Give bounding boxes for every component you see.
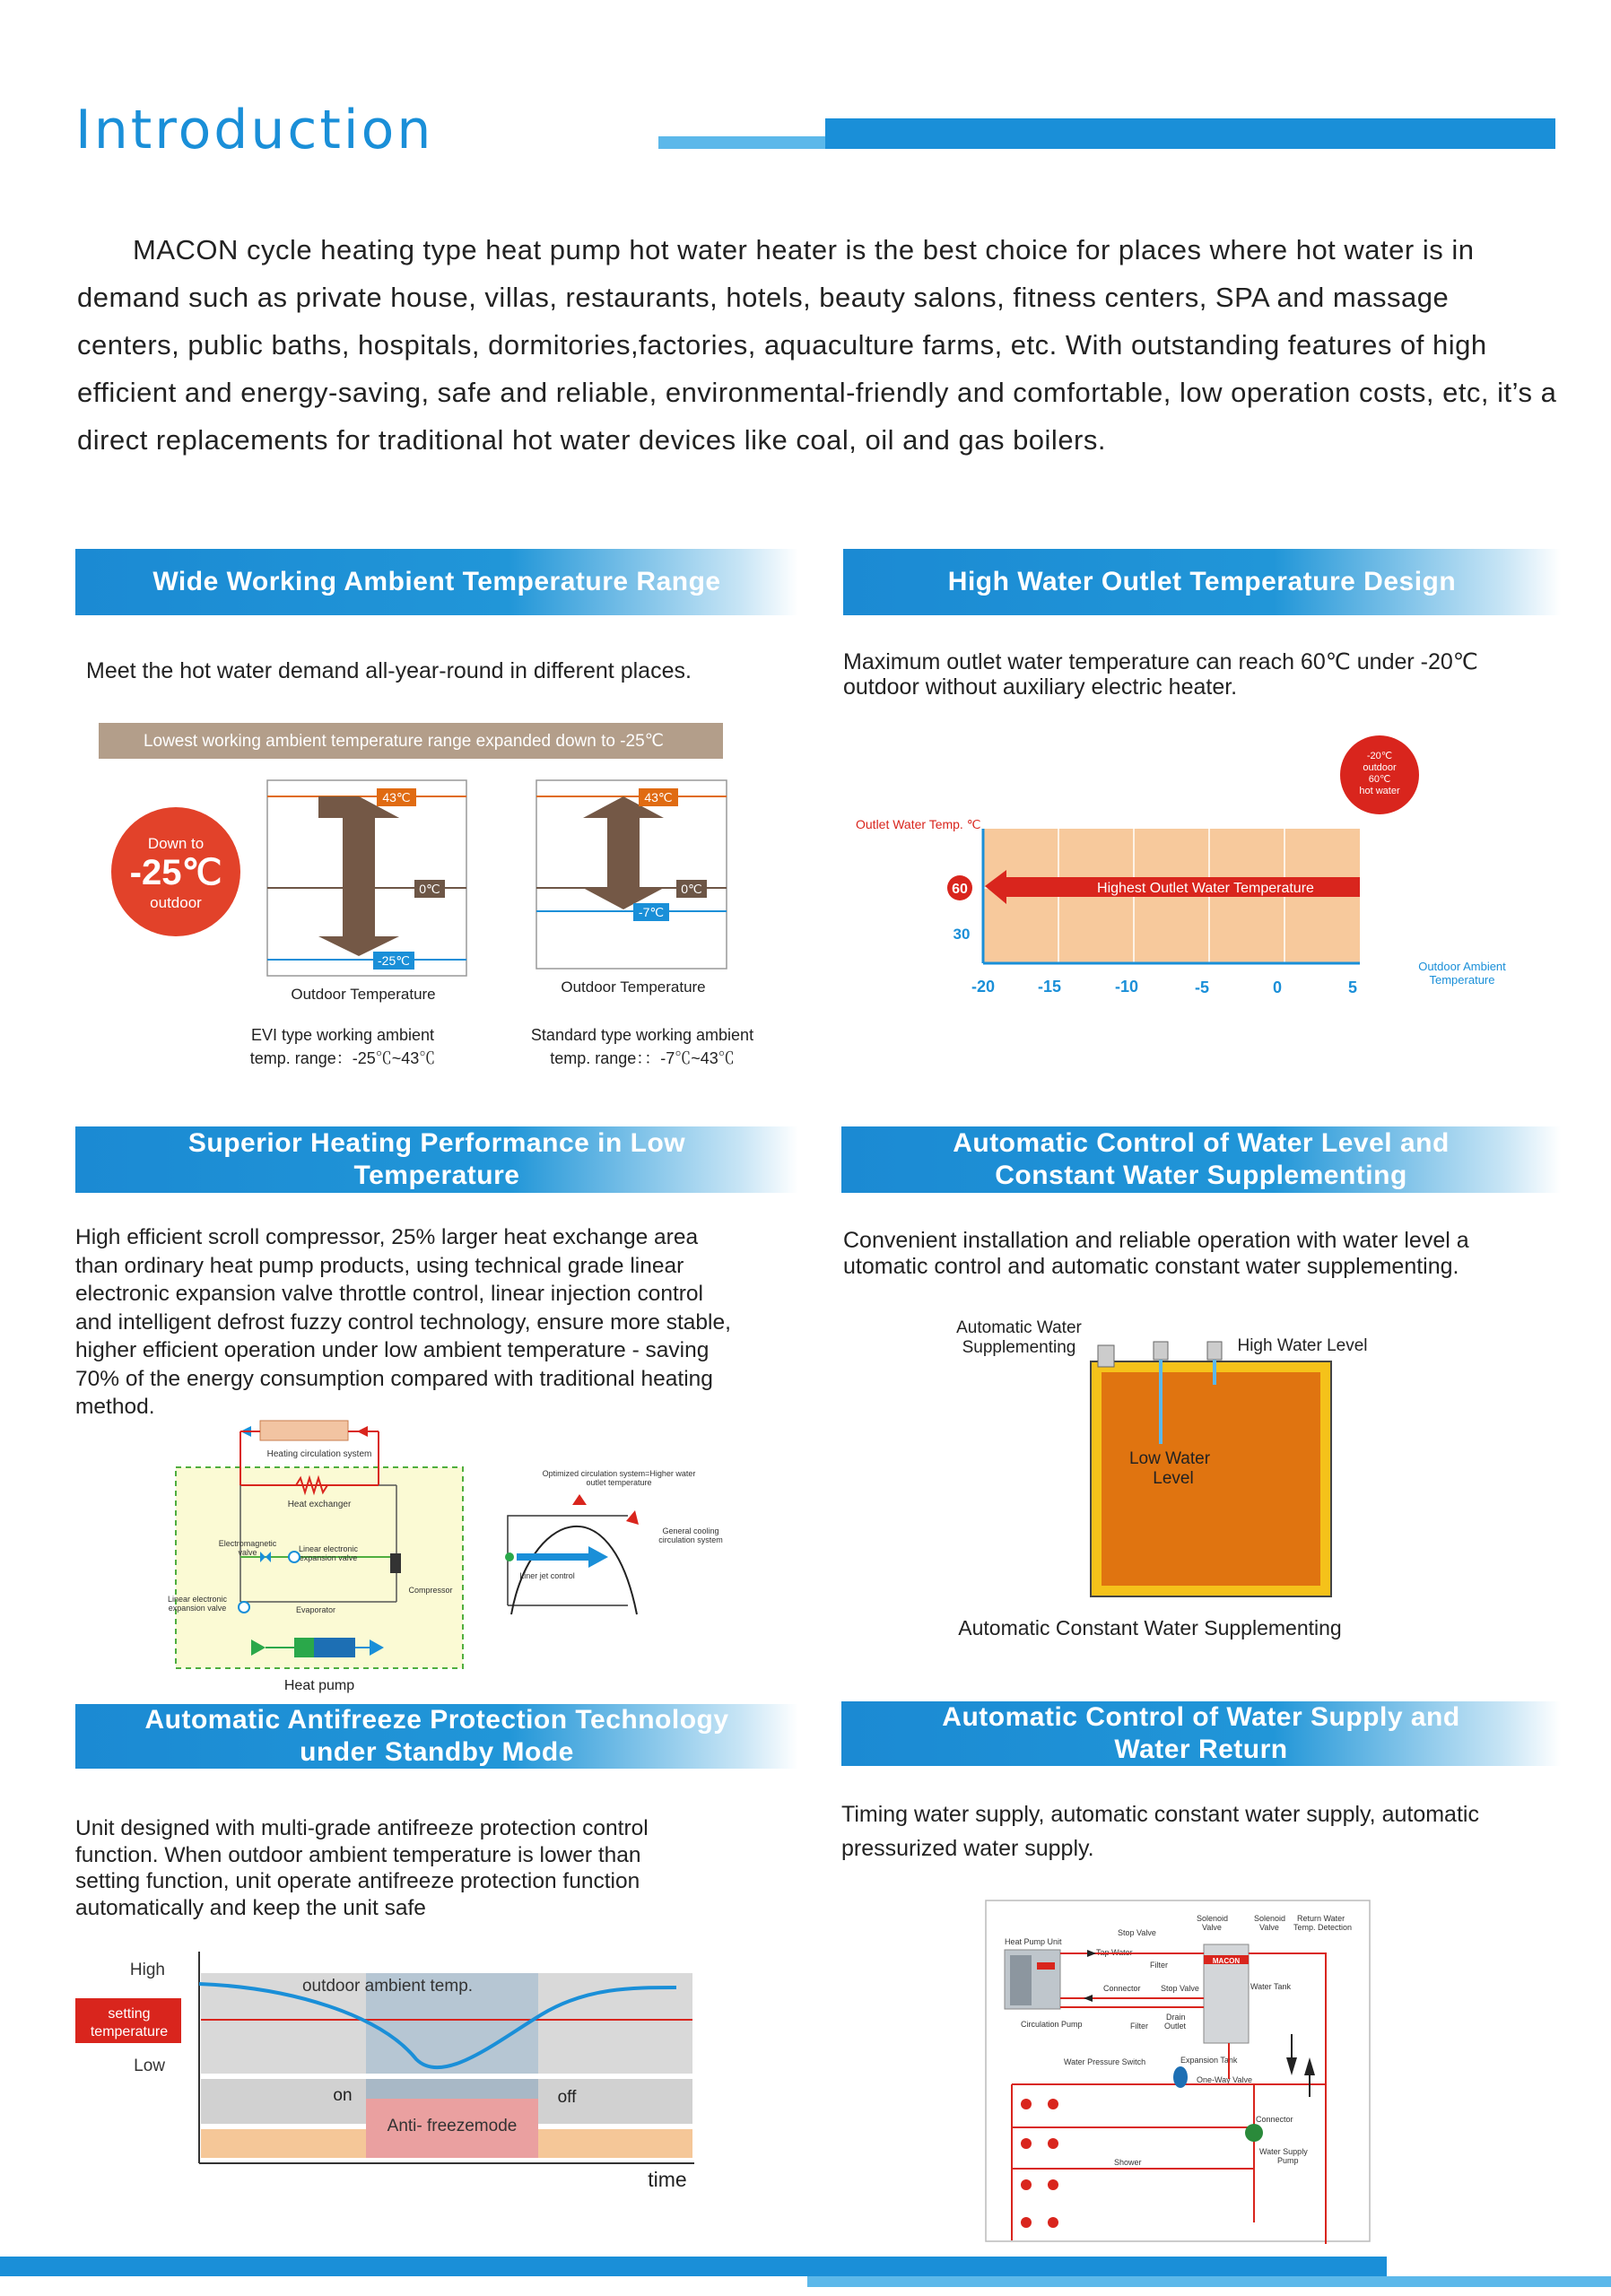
svg-text:time: time [648, 2168, 687, 2191]
water-supply-schematic [985, 1900, 1372, 2244]
svg-text:Expansion Tank: Expansion Tank [1180, 2056, 1238, 2065]
evi-range-chart [250, 780, 466, 1067]
x-tick: -15 [1037, 978, 1062, 996]
section-header-text: Automatic Control of Water Level and [953, 1128, 1450, 1158]
section-header-supply-return [841, 1701, 1561, 1766]
svg-text:Low: Low [134, 2057, 165, 2075]
section-desc-line2: pressurized water supply. [841, 1836, 1094, 1861]
section-desc-line2: outdoor without auxiliary electric heater. [843, 674, 1238, 700]
svg-text:Level: Level [1153, 1469, 1194, 1488]
svg-text:Shower: Shower [1114, 2158, 1142, 2167]
water-level-caption: Automatic Constant Water Supplementing [958, 1616, 1342, 1639]
svg-text:43℃: 43℃ [382, 790, 411, 804]
svg-text:expansion valve: expansion valve [168, 1604, 227, 1613]
svg-text:Outdoor Temperature: Outdoor Temperature [561, 978, 706, 996]
svg-text:High Water Level: High Water Level [1237, 1336, 1368, 1355]
x-axis-label-2: Temperature [1429, 973, 1495, 987]
heat-pump-schematic [161, 1413, 493, 1700]
x-tick: 0 [1272, 978, 1283, 996]
svg-text:Supplementing: Supplementing [962, 1338, 1076, 1357]
standard-range-chart [531, 780, 753, 1067]
section-header-text: Automatic Antifreeze Protection Technology [144, 1705, 729, 1735]
badge-bottom-text: outdoor [150, 894, 202, 911]
svg-text:Pump: Pump [1277, 2156, 1299, 2165]
svg-text:Drain: Drain [1166, 2013, 1186, 2022]
std-double-arrow [583, 796, 664, 909]
svg-text:0℃: 0℃ [419, 882, 440, 896]
y-axis-label: Outlet Water Temp. ℃ [856, 817, 981, 831]
section-desc-line1: Timing water supply, automatic constant water supply, automatic [841, 1802, 1479, 1827]
section-header-text: Temperature [353, 1161, 520, 1190]
title-rule-dark [825, 118, 1555, 149]
svg-text:Linear electronic: Linear electronic [298, 1544, 359, 1553]
svg-text:Filter: Filter [1150, 1961, 1168, 1970]
svg-text:outdoor ambient temp.: outdoor ambient temp. [301, 1977, 474, 1996]
svg-text:circulation system: circulation system [658, 1535, 723, 1544]
svg-text:Filter: Filter [1130, 2022, 1148, 2031]
section-header-text: High Water Outlet Temperature Design [947, 567, 1457, 596]
svg-text:temperature: temperature [90, 2024, 169, 2039]
svg-text:Standard type working ambient: Standard type working ambient [530, 1026, 754, 1044]
y-tick-60: 60 [952, 882, 968, 897]
x-axis-label-1: Outdoor Ambient [1418, 960, 1506, 973]
svg-text:Solenoid: Solenoid [1254, 1914, 1286, 1923]
page-title: Introduction [75, 99, 434, 161]
low-temp-paragraph: High efficient scroll compressor, 25% larger heat exchange area than ordinary heat pump products, using technical grade linear electronic expansion valve throttle control, linear injection control and intelligent defrost fuzzy control technology, ensure more stable, higher efficient operation under low ambient temperature - saving 70% of the energy consumption compared with traditional heating method. [75, 1225, 731, 1419]
outlet-temp-chart [852, 735, 1561, 1004]
water-level-diagram [897, 1309, 1453, 1650]
logo-text: MACON [1212, 1957, 1241, 1965]
footer-bar-light [807, 2276, 1611, 2287]
section-header-antifreeze [75, 1704, 798, 1769]
svg-text:Valve: Valve [1202, 1923, 1222, 1932]
footer-bar-dark [0, 2257, 1387, 2276]
svg-text:setting: setting [108, 2006, 151, 2022]
svg-text:Return Water: Return Water [1297, 1914, 1345, 1923]
section-header-wide-range [75, 549, 798, 615]
svg-text:Linear electronic: Linear electronic [167, 1595, 228, 1604]
svg-text:on: on [333, 2086, 353, 2105]
section-header-text: Water Return [1114, 1735, 1288, 1764]
svg-text:Water Supply: Water Supply [1259, 2147, 1308, 2156]
temperature-range-figure [99, 718, 798, 1076]
svg-text:-25℃: -25℃ [378, 953, 410, 968]
svg-text:Valve: Valve [1259, 1923, 1279, 1932]
section-header-text: under Standby Mode [300, 1737, 574, 1767]
liner-jet-diagram [502, 1462, 745, 1623]
section-header-high-outlet [843, 549, 1561, 615]
svg-text:High: High [129, 1961, 165, 1979]
section-header-low-temp [75, 1126, 798, 1193]
arrow-label: Highest Outlet Water Temperature [1097, 881, 1314, 896]
x-tick: 5 [1347, 978, 1358, 996]
svg-text:Low Water: Low Water [1128, 1449, 1211, 1468]
range-banner-text: Lowest working ambient temperature range expanded down to -25℃ [143, 732, 665, 751]
svg-text:Water Pressure Switch: Water Pressure Switch [1064, 2057, 1146, 2066]
svg-text:Automatic Water: Automatic Water [956, 1318, 1082, 1337]
badge-top-text: Down to [147, 835, 205, 852]
section-header-text: Constant Water Supplementing [995, 1161, 1407, 1190]
svg-text:temp. range：：-7℃~43℃: temp. range：：-7℃~43℃ [550, 1049, 735, 1067]
evi-double-arrow [318, 796, 399, 956]
x-tick: -5 [1194, 978, 1210, 996]
section-header-text: Superior Heating Performance in Low [187, 1128, 686, 1158]
svg-text:43℃: 43℃ [644, 790, 673, 804]
svg-text:Compressor: Compressor [408, 1586, 453, 1595]
svg-text:Stop Valve: Stop Valve [1161, 1984, 1199, 1993]
svg-text:Tap Water: Tap Water [1096, 1948, 1133, 1957]
antifreeze-paragraph: Unit designed with multi-grade antifreeze protection control function. When outdoor ambient temperature is lower than setting function, unit operate antifreeze protection function automatically and keep the unit safe [75, 1816, 649, 1920]
svg-text:Evaporator: Evaporator [295, 1605, 336, 1614]
svg-text:temp. range：-25℃~43℃: temp. range：-25℃~43℃ [249, 1049, 436, 1067]
svg-text:expansion valve: expansion valve [299, 1553, 358, 1562]
svg-text:Outlet: Outlet [1164, 2022, 1187, 2031]
section-header-water-level [841, 1126, 1561, 1193]
svg-text:Connector: Connector [1103, 1984, 1141, 1993]
svg-text:-7℃: -7℃ [638, 905, 665, 919]
svg-text:Heat exchanger: Heat exchanger [287, 1500, 352, 1509]
section-desc-line1: Maximum outlet water temperature can reach 60℃ under -20℃ [843, 649, 1478, 674]
svg-text:Electromagnetic: Electromagnetic [218, 1539, 277, 1548]
svg-text:-20℃: -20℃ [1366, 751, 1393, 761]
svg-text:Heat Pump Unit: Heat Pump Unit [1005, 1937, 1062, 1946]
svg-text:General cooling: General cooling [662, 1526, 719, 1535]
x-tick: -10 [1114, 978, 1139, 996]
section-header-text: Wide Working Ambient Temperature Range [152, 567, 721, 596]
svg-text:Circulation Pump: Circulation Pump [1021, 2020, 1083, 2029]
x-tick: -20 [971, 978, 996, 996]
svg-text:outdoor: outdoor [1363, 762, 1397, 773]
svg-text:outlet temperature: outlet temperature [586, 1478, 652, 1487]
svg-text:EVI type working ambient: EVI type working ambient [250, 1026, 435, 1044]
badge-value-text: -25℃ [129, 853, 222, 892]
svg-text:Connector: Connector [1256, 2115, 1293, 2124]
antifreeze-chart [75, 1952, 721, 2203]
y-tick-30: 30 [953, 926, 971, 943]
section-desc-line1: Convenient installation and reliable operation with water level a [843, 1228, 1469, 1253]
svg-text:hot water: hot water [1359, 786, 1400, 796]
section-header-text: Automatic Control of Water Supply and [942, 1702, 1460, 1732]
svg-text:Anti- freezemode: Anti- freezemode [387, 2117, 518, 2135]
svg-text:Water Tank: Water Tank [1250, 1982, 1292, 1991]
svg-text:0℃: 0℃ [681, 882, 702, 896]
svg-text:Stop Valve: Stop Valve [1118, 1928, 1156, 1937]
svg-text:Heating circulation system: Heating circulation system [266, 1449, 372, 1459]
section-desc-line2: utomatic control and automatic constant water supplementing. [843, 1254, 1459, 1279]
svg-text:Temp. Detection: Temp. Detection [1293, 1923, 1353, 1932]
svg-text:Optimized circulation system=H: Optimized circulation system=Higher water [542, 1469, 696, 1478]
svg-text:60℃: 60℃ [1368, 774, 1391, 785]
svg-text:Outdoor Temperature: Outdoor Temperature [291, 986, 436, 1003]
svg-text:Liner jet control: Liner jet control [519, 1571, 575, 1580]
intro-paragraph: MACON cycle heating type heat pump hot water heater is the best choice for places where hot water is in demand such as private house, villas, restaurants, hotels, beauty salons, fitness centers, SPA and massage centers, public baths, hospitals, dormitories,factories, aquaculture farms, etc. With outstanding features of high efficient and energy-saving, safe and reliable, environmental-friendly and comfortable, low operation costs, etc, it’s a direct replacements for traditional hot water devices like coal, oil and gas boilers. [77, 234, 1557, 456]
tank-water [1102, 1372, 1320, 1586]
svg-text:valve: valve [238, 1548, 257, 1557]
section-desc: Meet the hot water demand all-year-round in different places. [86, 658, 692, 683]
heat-pump-label: Heat pump [283, 1678, 355, 1693]
svg-text:Solenoid: Solenoid [1197, 1914, 1229, 1923]
svg-text:One-Way Valve: One-Way Valve [1197, 2075, 1253, 2084]
svg-text:off: off [557, 2088, 577, 2107]
